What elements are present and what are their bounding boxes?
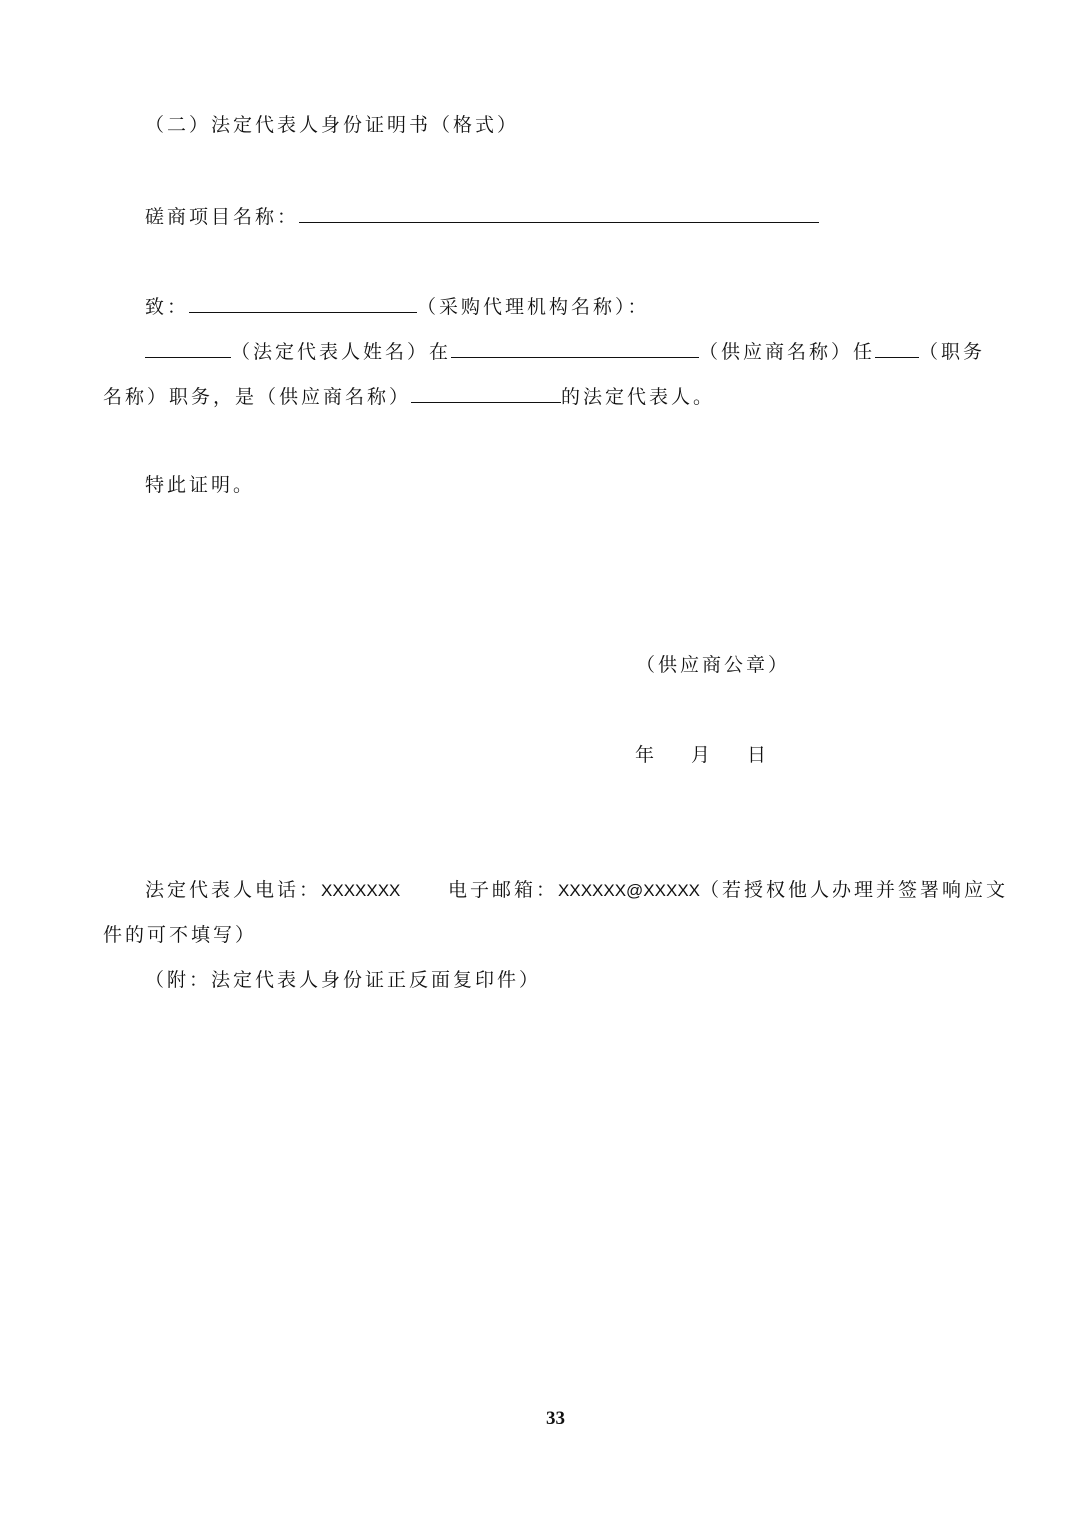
project-name-blank[interactable] (299, 202, 819, 223)
email-label: 电子邮箱： (448, 879, 559, 901)
supplier-name-blank-2[interactable] (411, 382, 561, 403)
body-line-2-end: 的法定代表人。 (561, 386, 716, 408)
addressee-row (145, 292, 650, 320)
contact-row (145, 877, 400, 904)
contact-note-a: （若授权他人办理并签署响应文 (700, 879, 1009, 901)
agency-name-blank[interactable] (189, 292, 417, 313)
page-number: 33 (546, 1408, 565, 1429)
date-day: 日 (747, 744, 770, 766)
attachment-note: （附：法定代表人身份证正反面复印件） (145, 969, 542, 991)
project-name-row (145, 202, 819, 230)
position-blank[interactable] (875, 337, 919, 358)
representative-name-blank[interactable] (145, 337, 231, 358)
email-value: XXXXXX@XXXXX (558, 881, 701, 900)
addressee-label: 致： (145, 296, 190, 318)
representative-name-hint: （法定代表人姓名）在 (231, 341, 452, 363)
date-year: 年 (635, 744, 658, 766)
supplier-name-blank[interactable] (451, 337, 699, 358)
phone-label: 法定代表人电话： (145, 879, 322, 901)
supplier-name-hint: （供应商名称）任 (699, 341, 876, 363)
body-line-2 (103, 382, 715, 410)
phone-value: XXXXXXX (321, 881, 401, 900)
body-line-2-start: 名称）职务，是（供应商名称） (103, 386, 412, 408)
document-heading: （二）法定代表人身份证明书（格式） (145, 114, 520, 136)
email-row (448, 877, 1008, 904)
project-name-label: 磋商项目名称： (145, 206, 300, 228)
addressee-suffix: （采购代理机构名称）： (417, 296, 650, 318)
contact-note-b: 件的可不填写） (103, 924, 258, 946)
body-line-1 (145, 337, 985, 365)
position-hint: （职务 (919, 341, 986, 363)
supplier-seal-label: （供应商公章） (636, 654, 791, 676)
date-row (635, 742, 769, 768)
certify-text: 特此证明。 (145, 474, 256, 496)
date-month: 月 (691, 744, 714, 766)
